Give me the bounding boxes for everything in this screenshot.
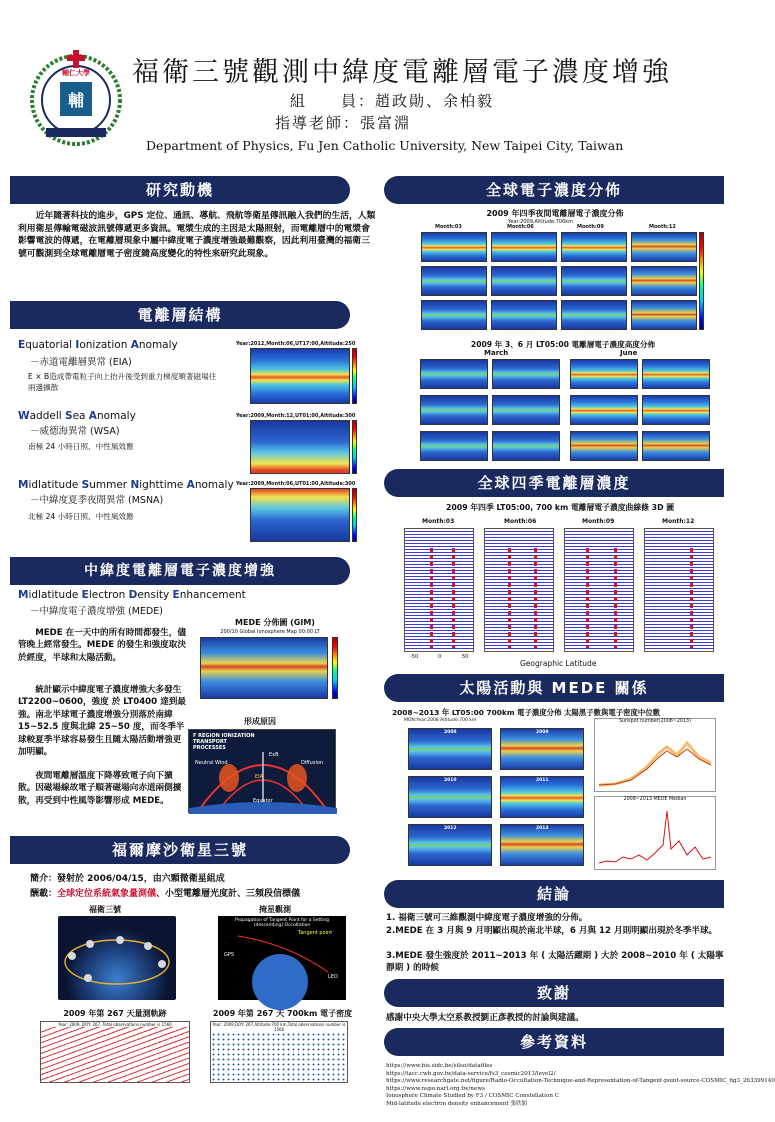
affiliation: Department of Physics, Fu Jen Catholic University, New Taipei City, Taiwan (146, 138, 624, 153)
eia-sub: －赤道電離層異常 (EIA) (30, 357, 132, 368)
wsa-map: Year:2009,Month:12,UT01:00,Altitude:300 (236, 413, 360, 479)
mede-median-chart: 2008~2013 MEDE Median (594, 796, 716, 870)
members: 組 員：趙政勛、余柏毅 (290, 92, 495, 110)
global-caption-2: 2009 年 3、6 月 LT05:00 電離層電子濃度高度分佈 (470, 340, 656, 349)
mede-p1: MEDE 在一天中的所有時間都發生，儘管晚上經常發生。MEDE 的發生和強度取決於經度，半球和太陽活動。 (18, 628, 186, 663)
formosat-img1-caption: 福衛三號 (89, 905, 121, 914)
wsa-title: Waddell Sea Anomaly (18, 410, 136, 422)
global-altitude-grid (420, 359, 710, 463)
reference-item[interactable]: https://www.researchgate.net/figure/Radio-Occultation-Technique-and-Representation-of-Tangent-point-source-COSMIC_fig3_263399140 (386, 1078, 775, 1085)
label-march: March (484, 349, 509, 357)
wsa-sub: －威德海異常 (WSA) (30, 426, 120, 437)
references-heading: 參考資料 (384, 1028, 724, 1056)
logo-text: 輔仁大學 (62, 69, 90, 77)
thanks-body: 感謝中央大學太空系教授劉正彥教授的討論與建議。 (386, 1013, 584, 1023)
mede-gim-map: 200/10 Global Ionosphere Map 00:00 LT (190, 629, 350, 709)
season-3d-plots: Month:03 Month:06 Month:09 Month:12 -50 0 50 (400, 518, 720, 664)
references-list (386, 1063, 775, 1109)
mede-p2: 統計顯示中緯度電子濃度增強大多發生 LT2200~0600，強度 於 LT0400 達到最強。南北半球電子濃度增強分別落於南緯 15~52.5 度與北緯 25~50 度，而冬季半球較夏季半球容易發生且隨太陽活動增強更加明顯。 (18, 685, 186, 758)
formosat-intro: 簡介：發射於 2006/04/15，由六顆微衛星組成 (30, 874, 225, 884)
formosat-payload: 酬載：全球定位系統氣象量測儀、小型電離層光度計、三頻段信標儀 (30, 889, 301, 899)
formosat-img2-caption: 掩星觀測 (259, 905, 291, 914)
motivation-heading: 研究動機 (10, 176, 350, 204)
occultation-image: Propagation of Tangent Point for a Setting (descending) Occultation GPS LEO Tangent point (218, 916, 346, 1000)
msna-note: 北極 24 小時日照、中性風效應 (28, 512, 134, 521)
advisor: 指導老師：張富淵 (275, 114, 412, 132)
season-xlabel: Geographic Latitude (520, 659, 597, 668)
msna-title: Midlatitude Summer Nighttime Anomaly (18, 479, 234, 491)
mede-sub: －中緯度電子濃度增強 (MEDE) (30, 606, 163, 617)
mede-title: Midlatitude Electron Density Enhancement (18, 589, 246, 601)
reference-item[interactable]: https://www.bis.sidc.be/silso/datafiles (386, 1063, 493, 1069)
conclusion-item-3: 3.MEDE 發生強度於 2011~2013 年 ( 太陽活躍期 ) 大於 2008~2010 年 ( 太陽寧靜期 ) 的時候 (386, 951, 724, 973)
global-caption-1: 2009 年四季夜間電離層電子濃度分佈 (486, 209, 624, 218)
motivation-body: 近年隨著科技的進步，GPS 定位、通訊、導航、飛航等衛星傳訊融入我們的生活，人類利用衛星傳輸電磁波訊號傳遞更多資訊。電漿生成的主因是太陽照射，而電離層中的電漿會影響電波的傳遞，在電離層現象中屬中緯度電子濃度增強最難觀察，因此利用臺灣的福衛三號可觀測到全球電離層電子密度隨高度變化的特性來研究此現象。 (18, 211, 376, 259)
density-plot: Year: 2009,DOY: 267,Altitude:700 km,Total observations number is 1566 (210, 1021, 348, 1083)
reference-item[interactable]: https://tacc.cwb.gov.tw/data-service/fs3_cosmic2013/level2/ (386, 1070, 556, 1077)
reference-item: Ionosphere Climate Studied by F3 / COSMIC Constellation C (386, 1093, 559, 1100)
poster-title: 福衛三號觀測中緯度電離層電子濃度增強 (132, 57, 672, 88)
season-heading: 全球四季電離層濃度 (384, 469, 724, 497)
label-june: June (620, 349, 638, 357)
mede-p3: 夜間電離層溫度下降導致電子向下擴散。因磁場線故電子順著磁場向赤道兩側擴散，再受到中性風等影響形成 MEDE。 (18, 771, 182, 806)
formosat-heading: 福爾摩沙衛星三號 (10, 836, 350, 864)
density-plot-caption: 2009 年第 267 天 700km 電子密度 (212, 1009, 353, 1018)
thanks-heading: 致謝 (384, 979, 724, 1007)
eia-title: Equatorial Ionization Anomaly (18, 339, 178, 351)
solar-yearly-maps: MON:Year:2008 Altitude:700 km 2008 2009 2010 2011 2012 2013 (404, 718, 590, 870)
reference-item[interactable]: https://www.nspo.narl.org.tw/news (386, 1085, 485, 1092)
structure-heading: 電離層結構 (10, 301, 350, 329)
conclusion-item-1: 1. 福衛三號可三維觀測中緯度電子濃度增強的分佈。 (386, 913, 588, 923)
mede-fig1-caption: MEDE 分佈圖 (GIM) (235, 618, 315, 627)
mede-mechanism-diagram: F REGION IONIZATION TRANSPORT PROCESSES ExB Neutral Wind Diffusion EIA Equator (188, 729, 336, 813)
eia-note: E × B造成帶電粒子向上抬升後受到重力梯度順著磁場往兩邊擴散 (28, 372, 217, 392)
global-caption-1-sub: Year:2009,Altitude:700km (508, 219, 574, 225)
season-caption: 2009 年四季 LT05:00, 700 km 電離層電子濃度曲線條 3D 圖 (445, 503, 675, 512)
track-plot-caption: 2009 年第 267 天量測軌跡 (63, 1009, 167, 1018)
msna-map: Year:2009,Month:06,UT01:00,Altitude:300 (236, 481, 360, 547)
svg-text:輔: 輔 (67, 91, 85, 110)
solar-heading: 太陽活動與 MEDE 關係 (384, 674, 724, 702)
wsa-note: 南極 24 小時日照、中性風效應 (28, 442, 134, 451)
sunspot-chart: Sunspot number(2008~2013) (594, 718, 716, 792)
solar-caption: 2008~2013 年 LT05:00 700km 電子濃度分佈 太陽黑子數與電子密度中位數 (392, 708, 661, 717)
msna-sub: －中緯度夏季夜間異常 (MSNA) (30, 495, 164, 506)
reference-item: Mid-latitude electron density enhancement 張欣穎 (386, 1100, 528, 1107)
global-heading: 全球電子濃度分佈 (384, 176, 724, 204)
formosat-satellite-image (58, 916, 176, 1000)
eia-map: Year:2012,Month:06,UT17:00,Altitude:250 (236, 341, 360, 409)
logo (26, 48, 126, 148)
global-seasonal-grid: Month:03 Month:06 Month:09 Month:12 (405, 224, 705, 334)
track-plot: Year: 2009, DOY: 267, Total observations number is 1566 (40, 1021, 190, 1083)
mede-fig2-caption: 形成原因 (244, 717, 276, 726)
mede-heading: 中緯度電離層電子濃度增強 (10, 557, 350, 585)
conclusion-heading: 結論 (384, 880, 724, 908)
conclusion-item-2: 2.MEDE 在 3 月與 9 月明顯出現於南北半球，6 月與 12 月則明顯出現於冬季半球。 (386, 926, 718, 936)
